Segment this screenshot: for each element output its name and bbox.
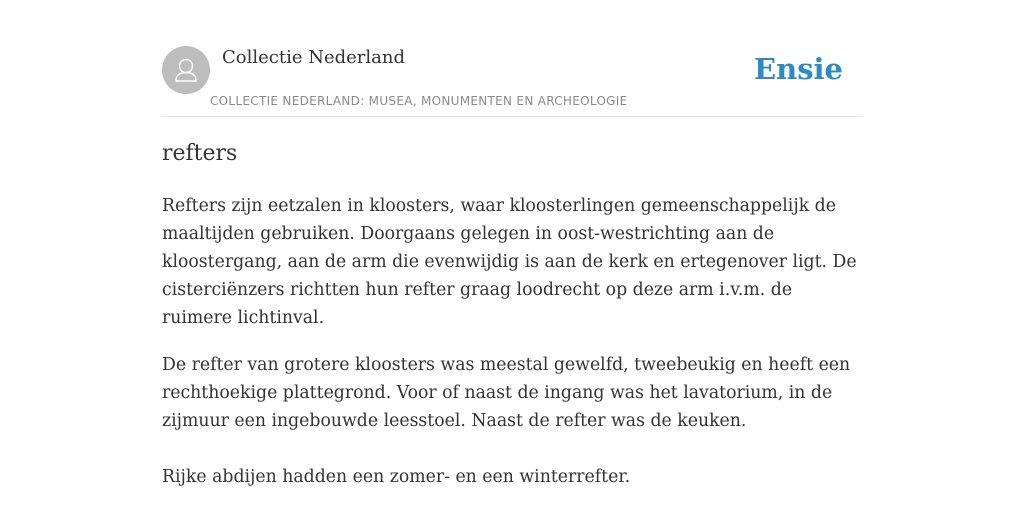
article-paragraph: De refter van grotere kloosters was meestal gewelfd, tweebeukig en heeft een rechthoekige plattegrond. Voor of naast de ingang was het lavatorium, in de zijmuur een ingebouwde leesstoel. Naast de refter was de keuken. (162, 355, 851, 431)
article-paragraph: Rijke abdijen hadden een zomer- en een winterrefter. (162, 467, 631, 487)
article-header (162, 46, 862, 117)
user-icon (162, 46, 210, 94)
page-title: refters (162, 141, 238, 166)
article-body (162, 192, 862, 491)
author-avatar[interactable] (162, 46, 210, 94)
article-paragraph: Refters zijn eetzalen in kloosters, waar kloosterlingen gemeenschappelijk de maaltijden gebruiken. Doorgaans gelegen in oost-westrichting aan de kloostergang, aan de arm die evenwijdig is aan de kerk en ertegenover ligt. De cisterciënzers richtten hun refter graag loodrecht op deze arm i.v.m. de ruimere lichtinval. (162, 196, 857, 328)
author-name[interactable]: Collectie Nederland (222, 47, 406, 68)
ensie-logo[interactable]: Ensie (754, 52, 843, 86)
source-subtitle[interactable]: COLLECTIE NEDERLAND: MUSEA, MONUMENTEN EN ARCHEOLOGIE (210, 94, 628, 108)
